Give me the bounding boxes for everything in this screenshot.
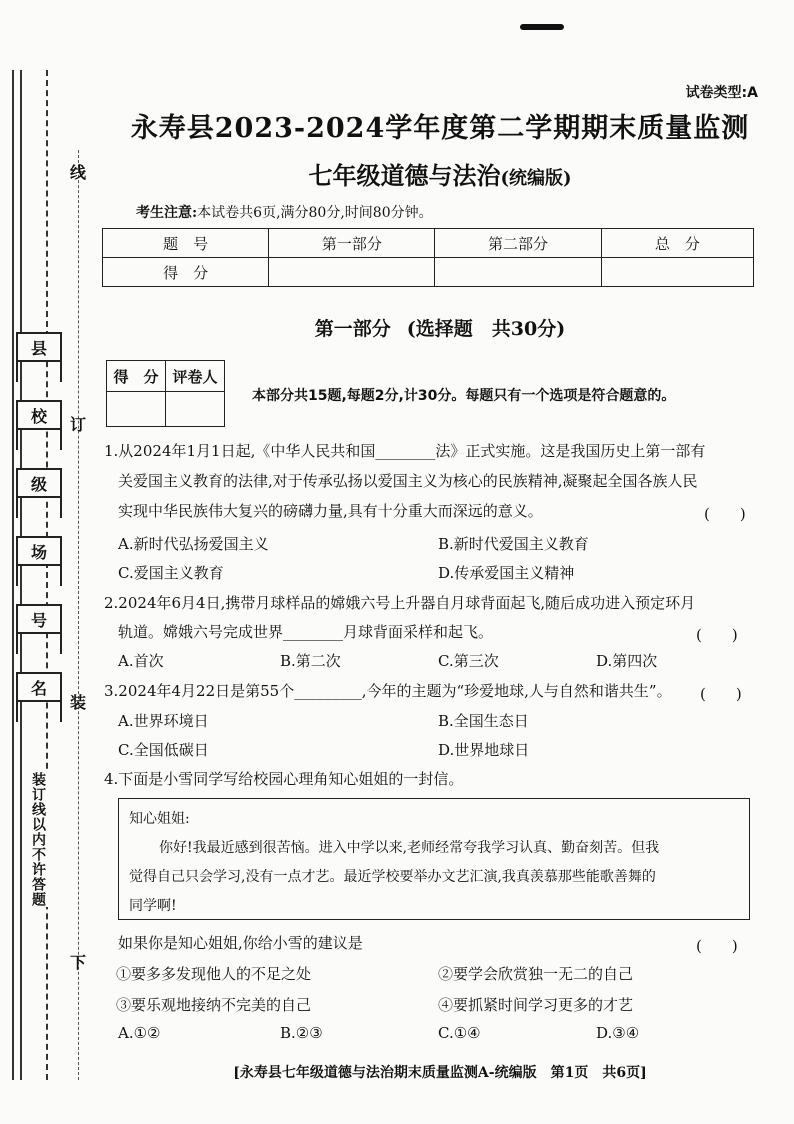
question-2-line-2: 轨道。嫦娥六号完成世界________月球背面采样和起飞。 [118, 623, 494, 641]
question-4-option-a[interactable]: A.①② [118, 1024, 161, 1042]
side-field-exam-room[interactable] [16, 564, 62, 586]
question-1-line-2: 关爱国主义教育的法律,对于传承弘扬以爱国主义为核心的民族精神,凝聚起全国各族人民 [118, 472, 698, 490]
subtitle-main: 七年级道德与法治 [308, 161, 501, 190]
question-2-answer-blank[interactable]: ( ) [696, 626, 738, 644]
side-field-name[interactable] [16, 700, 62, 722]
question-4-option-d[interactable]: D.③④ [596, 1024, 640, 1042]
candidate-notice [136, 202, 433, 222]
letter-box [118, 798, 750, 920]
letter-body-line-1: 你好!我最近感到很苦恼。进入中学以来,老师经常夸我学习认真、勤奋刻苦。但我 [159, 840, 660, 856]
binding-mark-ding: 订 [70, 415, 87, 434]
question-4-option-c[interactable]: C.①④ [438, 1024, 481, 1042]
question-3-option-a[interactable]: A.世界环境日 [118, 712, 209, 730]
binding-warning: 装订线以内不许答题 [26, 772, 48, 907]
question-4-option-b[interactable]: B.②③ [280, 1024, 323, 1042]
question-3-option-b[interactable]: B.全国生态日 [438, 712, 529, 730]
question-3-option-d[interactable]: D.世界地球日 [438, 741, 530, 759]
question-2-option-a[interactable]: A.首次 [118, 652, 164, 670]
exam-subtitle [100, 156, 780, 191]
section-instructions: 本部分共15题,每题2分,计30分。每题只有一个选项是符合题意的。 [252, 388, 676, 404]
grader-name-label: 评卷人 [166, 361, 225, 392]
question-1-answer-blank[interactable]: ( ) [704, 505, 746, 523]
side-field-number[interactable] [16, 632, 62, 654]
section-part: 第一部分 [314, 318, 391, 340]
score-cell-total[interactable] [601, 258, 753, 287]
question-1-option-c[interactable]: C.爱国主义教育 [118, 564, 224, 582]
score-row-label: 得 分 [103, 258, 269, 287]
side-label-grade: 级 [16, 468, 62, 498]
page-footer: [永寿县七年级道德与法治期末质量监测A-统编版 第1页 共6页] [233, 1065, 647, 1081]
question-4-statement-4: ④要抓紧时间学习更多的才艺 [438, 996, 634, 1014]
question-4-line-1: 4.下面是小雪同学写给校园心理角知心姐姐的一封信。 [104, 770, 464, 788]
score-header-total: 总 分 [601, 229, 753, 258]
section-title: (选择题 共30分) [406, 318, 566, 340]
score-table [102, 228, 754, 287]
question-1-option-b[interactable]: B.新时代爱国主义教育 [438, 535, 589, 553]
binding-mark-zhuang: 装 [70, 693, 87, 712]
binding-cut-line [78, 150, 79, 1080]
question-2-option-b[interactable]: B.第二次 [280, 652, 341, 670]
side-label-exam-room: 场 [16, 536, 62, 566]
side-field-county[interactable] [16, 360, 62, 382]
score-header-part1: 第一部分 [269, 229, 435, 258]
notice-text: 本试卷共6页,满分80分,时间80分钟。 [197, 205, 433, 221]
grader-name-cell[interactable] [166, 392, 225, 427]
subtitle-edition: (统编版) [500, 168, 572, 189]
question-1-line-1: 1.从2024年1月1日起,《中华人民共和国________法》正式实施。这是我国历史上第一部有 [104, 442, 706, 460]
score-header-question: 题 号 [103, 229, 269, 258]
question-4-statement-2: ②要学会欣赏独一无二的自己 [438, 965, 634, 983]
letter-body-line-3: 同学啊! [129, 898, 177, 914]
side-field-grade[interactable] [16, 496, 62, 518]
question-3-line-1: 3.2024年4月22日是第55个_________,今年的主题为“珍爱地球,人与自然和谐共生”。 [104, 682, 672, 700]
score-cell-part2[interactable] [435, 258, 601, 287]
question-4-statement-3: ③要乐观地接纳不完美的自己 [116, 996, 312, 1014]
question-1-line-3: 实现中华民族伟大复兴的磅礴力量,具有十分重大而深远的意义。 [118, 502, 543, 520]
letter-body-line-2: 觉得自己只会学习,没有一点才艺。最近学校要举办文艺汇演,我真羡慕那些能歌善舞的 [129, 869, 656, 885]
side-field-school[interactable] [16, 428, 62, 450]
paper-type: 试卷类型:A [685, 85, 758, 101]
grader-box [106, 360, 225, 427]
scan-mark [520, 24, 564, 30]
question-1-option-a[interactable]: A.新时代弘扬爱国主义 [118, 535, 269, 553]
score-cell-part1[interactable] [269, 258, 435, 287]
grader-score-cell[interactable] [107, 392, 166, 427]
side-label-school: 校 [16, 400, 62, 430]
binding-mark-xia: 下 [70, 953, 87, 972]
exam-title: 永寿县2023-2024学年度第二学期期末质量监测 [130, 113, 750, 144]
question-4-statement-1: ①要多多发现他人的不足之处 [116, 965, 312, 983]
binding-mark-xian: 线 [70, 163, 87, 182]
question-4-answer-blank[interactable]: ( ) [696, 937, 738, 955]
letter-greeting: 知心姐姐: [129, 811, 190, 827]
question-1-option-d[interactable]: D.传承爱国主义精神 [438, 564, 575, 582]
question-4-prompt: 如果你是知心姐姐,你给小雪的建议是 [118, 934, 363, 952]
side-label-number: 号 [16, 604, 62, 634]
grader-score-label: 得 分 [107, 361, 166, 392]
notice-label: 考生注意: [136, 205, 198, 221]
question-2-option-c[interactable]: C.第三次 [438, 652, 499, 670]
question-2-option-d[interactable]: D.第四次 [596, 652, 658, 670]
score-header-part2: 第二部分 [435, 229, 601, 258]
section-heading [100, 314, 780, 341]
question-3-answer-blank[interactable]: ( ) [700, 685, 742, 703]
question-2-line-1: 2.2024年6月4日,携带月球样品的嫦娥六号上升器自月球背面起飞,随后成功进入预定环月 [104, 594, 696, 612]
question-3-option-c[interactable]: C.全国低碳日 [118, 741, 209, 759]
side-label-name: 名 [16, 672, 62, 702]
side-label-county: 县 [16, 332, 62, 362]
